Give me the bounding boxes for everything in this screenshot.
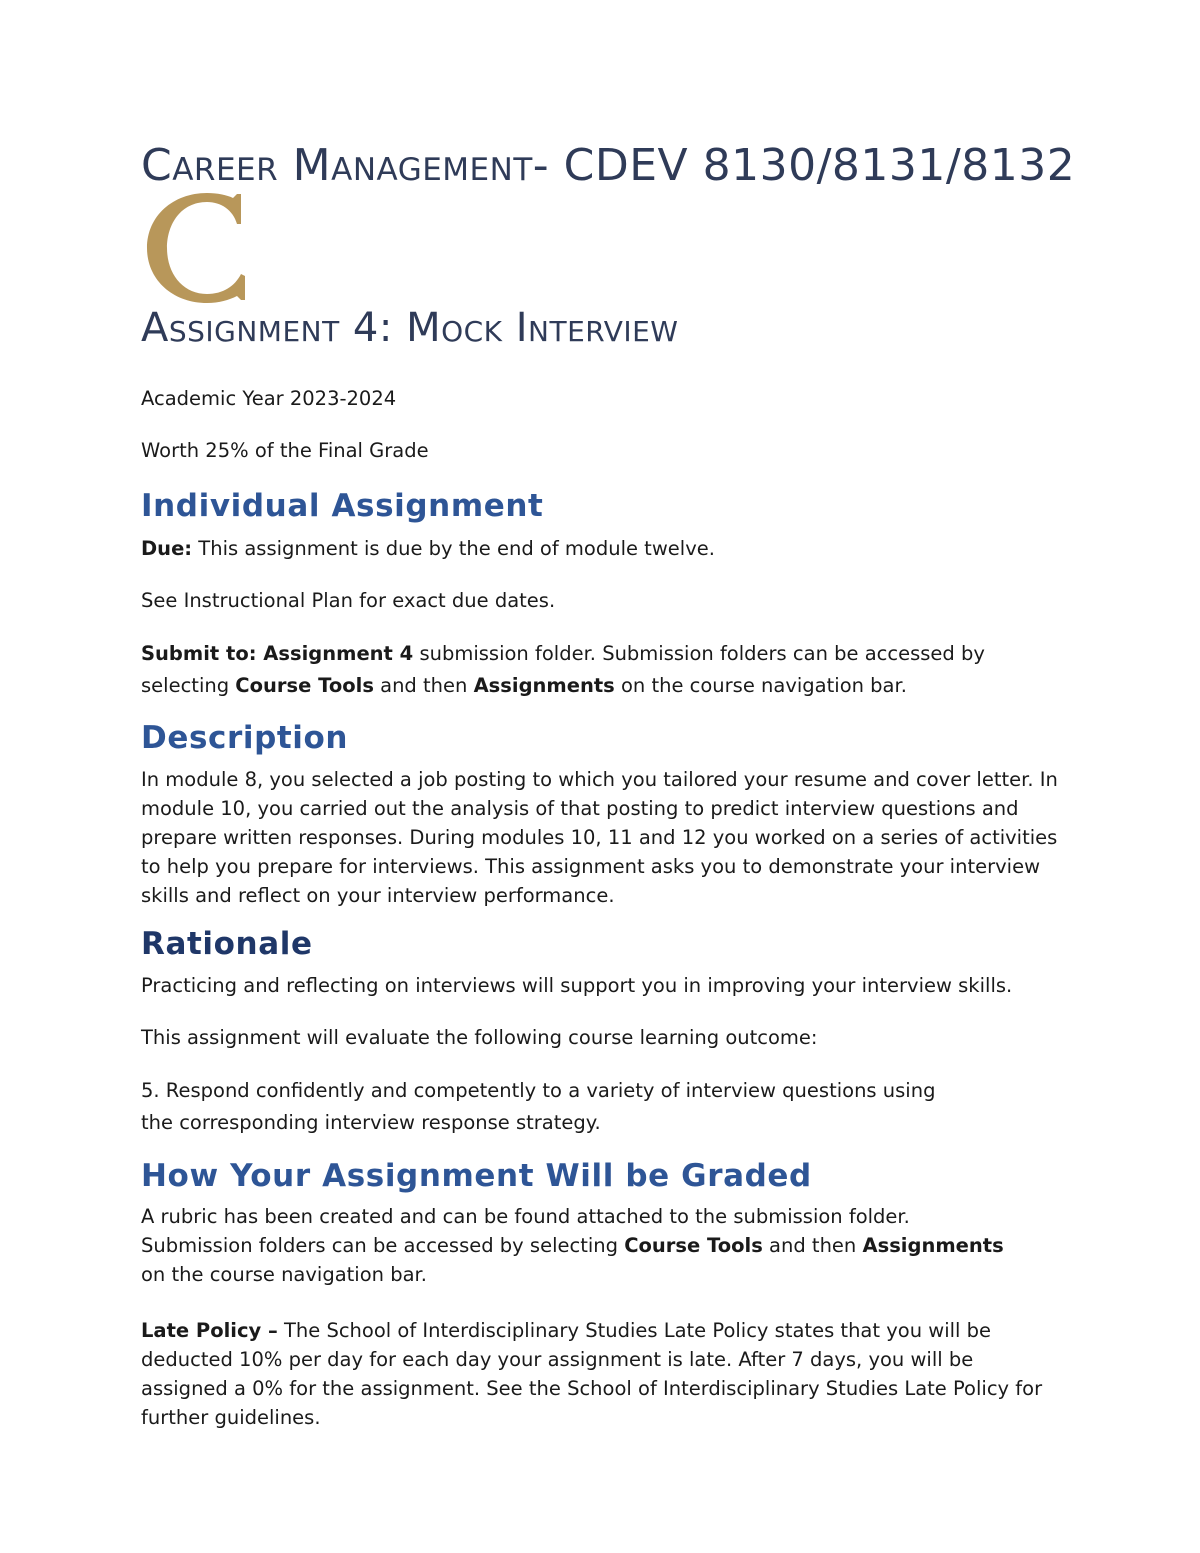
course-title: Career Management- CDEV 8130/8131/8132 (141, 140, 1076, 191)
rationale-text: Practicing and reflecting on interviews will support you in improving your interview skills. (141, 974, 1013, 997)
late-policy (141, 1316, 1066, 1432)
submit-text-1: submission folder. Submission folders can be accessed by selecting (141, 642, 985, 697)
submit-text-2: on the course navigation bar. (614, 674, 907, 697)
late-policy-text: The School of Interdisciplinary Studies Late Policy states that you will be deducted 10% per day for each day your assignment is late. After 7 days, you will be assigned a 0% for the assignment. See the School of Interdisciplinary Studies Late Policy for further guidelines. (141, 1319, 1043, 1429)
submit-folder: Assignment 4 (256, 642, 414, 665)
due-text: This assignment is due by the end of module twelve. (192, 537, 715, 560)
assignment-title: Assignment 4: Mock Interview (141, 305, 679, 351)
heading-grading: How Your Assignment Will be Graded (141, 1158, 812, 1194)
submit-instructions (141, 638, 1066, 702)
academic-year: Academic Year 2023-2024 (141, 387, 397, 410)
description-text: In module 8, you selected a job posting to which you tailored your resume and cover letter. In module 10, you carried out the analysis of that posting to predict interview questions and prepare written responses. During modules 10, 11 and 12 you worked on a series of activities to help you prepare for interviews. This assignment asks you to demonstrate your interview skills and reflect on your interview performance. (141, 768, 1058, 907)
grading-text (141, 1202, 1021, 1289)
heading-individual-assignment: Individual Assignment (141, 488, 544, 524)
and-then-text: and then (762, 1234, 863, 1257)
and-then-text: and then (373, 674, 474, 697)
course-tools-label: Course Tools (624, 1234, 763, 1257)
college-c-logo-icon (141, 190, 251, 305)
grade-weight: Worth 25% of the Final Grade (141, 439, 429, 462)
assignments-label: Assignments (473, 674, 615, 697)
grading-text-2: on the course navigation bar. (141, 1263, 427, 1286)
late-policy-label: Late Policy – (141, 1319, 278, 1342)
grading-text-1: A rubric has been created and can be found attached to the submission folder. Submission folders can be accessed by selecting (141, 1205, 910, 1257)
heading-rationale: Rationale (141, 926, 313, 962)
submit-label: Submit to: (141, 642, 257, 665)
due-statement (141, 534, 1066, 563)
learning-outcome-intro: This assignment will evaluate the following course learning outcome: (141, 1026, 818, 1049)
learning-outcome: 5. Respond confidently and competently to a variety of interview questions using the corresponding interview response strategy. (141, 1079, 936, 1134)
due-label: Due: (141, 537, 193, 560)
instructional-plan-note: See Instructional Plan for exact due dates. (141, 589, 556, 612)
assignments-label: Assignments (862, 1234, 1004, 1257)
heading-description: Description (141, 720, 349, 756)
course-tools-label: Course Tools (235, 674, 374, 697)
